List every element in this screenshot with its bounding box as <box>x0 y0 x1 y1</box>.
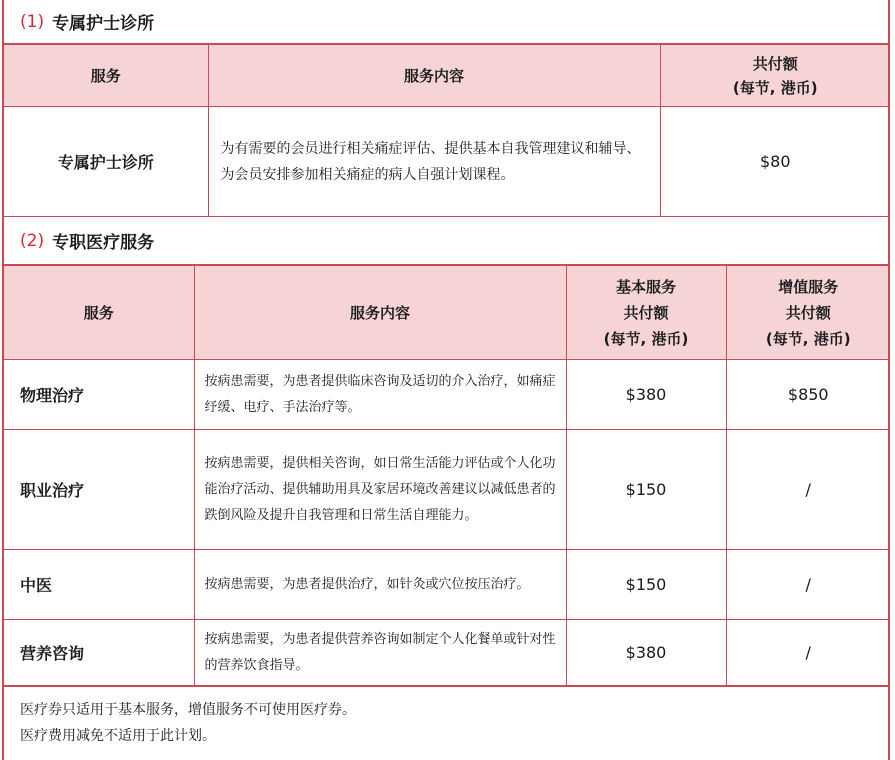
header-content: 服务内容 <box>208 45 660 107</box>
nurse-clinic-table <box>4 44 890 217</box>
value-added-copay: / <box>726 550 890 620</box>
allied-health-table <box>4 265 890 686</box>
section1-title: 专属护士诊所 <box>52 14 155 34</box>
table-row <box>4 620 890 686</box>
value-added-copay: / <box>726 620 890 686</box>
table-row <box>4 360 890 430</box>
note-fee-waiver: 医疗费用减免不适用于此计划。 <box>20 728 216 744</box>
service-content: 按病患需要，为患者提供临床咨询及适切的介入治疗，如痛症纾缓、电疗、手法治疗等。 <box>194 360 566 430</box>
note-voucher: 医疗券只适用于基本服务，增值服务不可使用医疗券。 <box>20 702 356 718</box>
copay-value: $80 <box>660 107 890 217</box>
service-name: 物理治疗 <box>4 360 194 430</box>
table-row <box>4 107 890 217</box>
section2-title: 专职医疗服务 <box>52 233 155 253</box>
service-name: 营养咨询 <box>4 620 194 686</box>
service-content: 按病患需要，为患者提供治疗，如针灸或穴位按压治疗。 <box>194 550 566 620</box>
header-service: 服务 <box>4 266 194 360</box>
service-name: 职业治疗 <box>4 430 194 550</box>
service-content: 为有需要的会员进行相关痛症评估、提供基本自我管理建议和辅导、为会员安排参加相关痛症的病人自强计划课程。 <box>208 107 660 217</box>
service-name: 中医 <box>4 550 194 620</box>
service-content: 按病患需要，提供相关咨询，如日常生活能力评估或个人化功能治疗活动、提供辅助用具及家居环境改善建议以减低患者的跌倒风险及提升自我管理和日常生活自理能力。 <box>194 430 566 550</box>
section2-number: (2) <box>20 230 45 251</box>
service-name: 专属护士诊所 <box>4 107 208 217</box>
basic-copay: $150 <box>566 550 726 620</box>
header-value-added-copay: 增值服务 共付额 (每节, 港币) <box>726 266 890 360</box>
basic-copay: $380 <box>566 620 726 686</box>
basic-copay: $150 <box>566 430 726 550</box>
section1-number: (1) <box>20 11 45 32</box>
service-fee-document <box>2 0 890 760</box>
section1-title-bar <box>4 0 888 44</box>
table-header-row <box>4 45 890 107</box>
service-content: 按病患需要，为患者提供营养咨询如制定个人化餐单或针对性的营养饮食指导。 <box>194 620 566 686</box>
table-row <box>4 550 890 620</box>
value-added-copay: / <box>726 430 890 550</box>
value-added-copay: $850 <box>726 360 890 430</box>
header-service: 服务 <box>4 45 208 107</box>
header-copay: 共付额 (每节, 港币) <box>660 45 890 107</box>
footnotes <box>4 686 888 760</box>
table-header-row <box>4 266 890 360</box>
table-row <box>4 430 890 550</box>
basic-copay: $380 <box>566 360 726 430</box>
header-content: 服务内容 <box>194 266 566 360</box>
header-basic-copay: 基本服务 共付额 (每节, 港币) <box>566 266 726 360</box>
section2-title-bar <box>4 217 888 265</box>
